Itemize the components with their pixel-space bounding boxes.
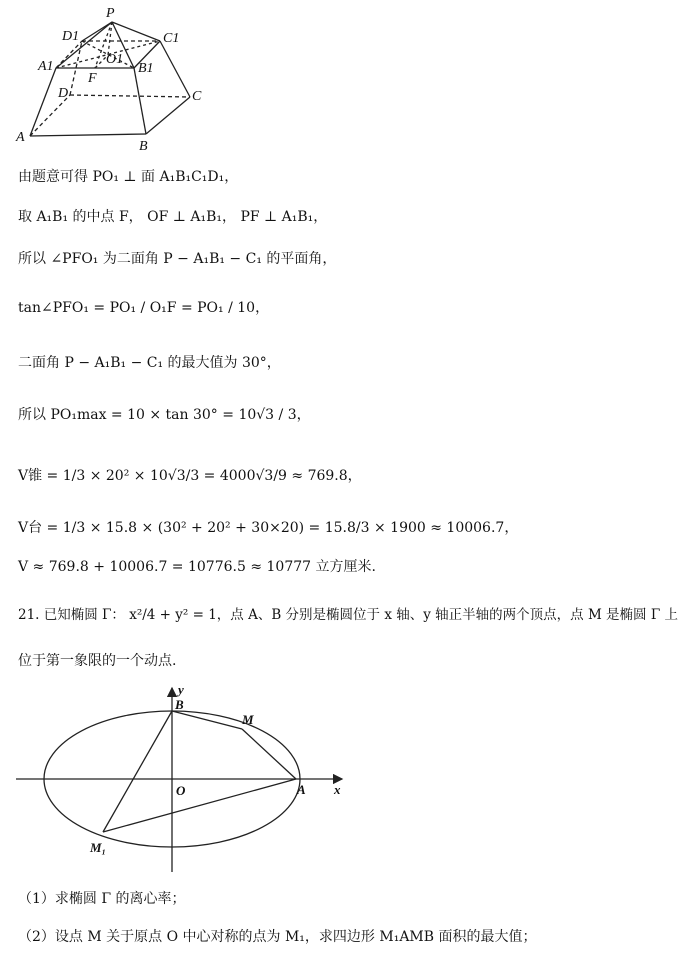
solution-line-5: 二面角 P − A₁B₁ − C₁ 的最大值为 30°， — [18, 355, 281, 371]
solution-line-6: 所以 PO₁max = 10 × tan 30° = 10√3 / 3， — [18, 407, 311, 423]
axis-x-label: x — [334, 782, 341, 797]
label-C: C — [192, 89, 202, 104]
solution-line-4: tan∠PFO₁ = PO₁ / O₁F = PO₁ / 10， — [18, 300, 270, 316]
point-M1-label: M₁ — [90, 840, 107, 855]
label-F: F — [88, 71, 97, 86]
solution-line-9: V ≈ 769.8 + 10006.7 = 10776.5 ≈ 10777 立方厘米. — [18, 559, 376, 575]
axis-y-label: y — [178, 682, 184, 697]
origin-O-label: O — [176, 783, 186, 798]
question-2: （2）设点 M 关于原点 O 中心对称的点为 M₁，求四边形 M₁AMB 面积的最大值； — [18, 929, 537, 945]
label-C1: C1 — [163, 31, 180, 46]
ellipse-figure — [0, 680, 360, 880]
label-A1: A1 — [38, 59, 54, 74]
problem21-line-2: 位于第一象限的一个动点. — [18, 653, 177, 669]
label-B1: B1 — [138, 61, 154, 76]
solution-line-1: 由题意可得 PO₁ ⊥ 面 A₁B₁C₁D₁， — [18, 169, 239, 185]
solution-line-3: 所以 ∠PFO₁ 为二面角 P − A₁B₁ − C₁ 的平面角， — [18, 251, 337, 267]
label-A: A — [16, 130, 25, 145]
solution-line-7: V锥 = 1/3 × 20² × 10√3/3 = 4000√3/9 ≈ 769.8， — [18, 468, 362, 484]
frustum-pyramid-figure — [0, 0, 240, 160]
label-D1: D1 — [62, 29, 80, 44]
problem21-line-1: 21. 已知椭圆 Γ： x²/4 + y² = 1，点 A、B 分别是椭圆位于 x 轴、y 轴正半轴的两个顶点，点 M 是椭圆 Γ 上 — [18, 607, 679, 623]
label-O1: O1 — [106, 52, 124, 67]
question-1: （1）求椭圆 Γ 的离心率； — [18, 891, 186, 907]
solution-line-8: V台 = 1/3 × 15.8 × (30² + 20² + 30×20) = 15.8/3 × 1900 ≈ 10006.7， — [18, 520, 519, 536]
solution-line-2: 取 A₁B₁ 的中点 F， OF ⊥ A₁B₁， PF ⊥ A₁B₁， — [18, 209, 328, 225]
label-P: P — [106, 6, 115, 21]
point-A-label: A — [297, 782, 306, 797]
label-B: B — [139, 139, 148, 154]
point-B-label: B — [175, 697, 184, 712]
point-M-label: M — [242, 712, 254, 727]
label-D: D — [58, 86, 69, 101]
